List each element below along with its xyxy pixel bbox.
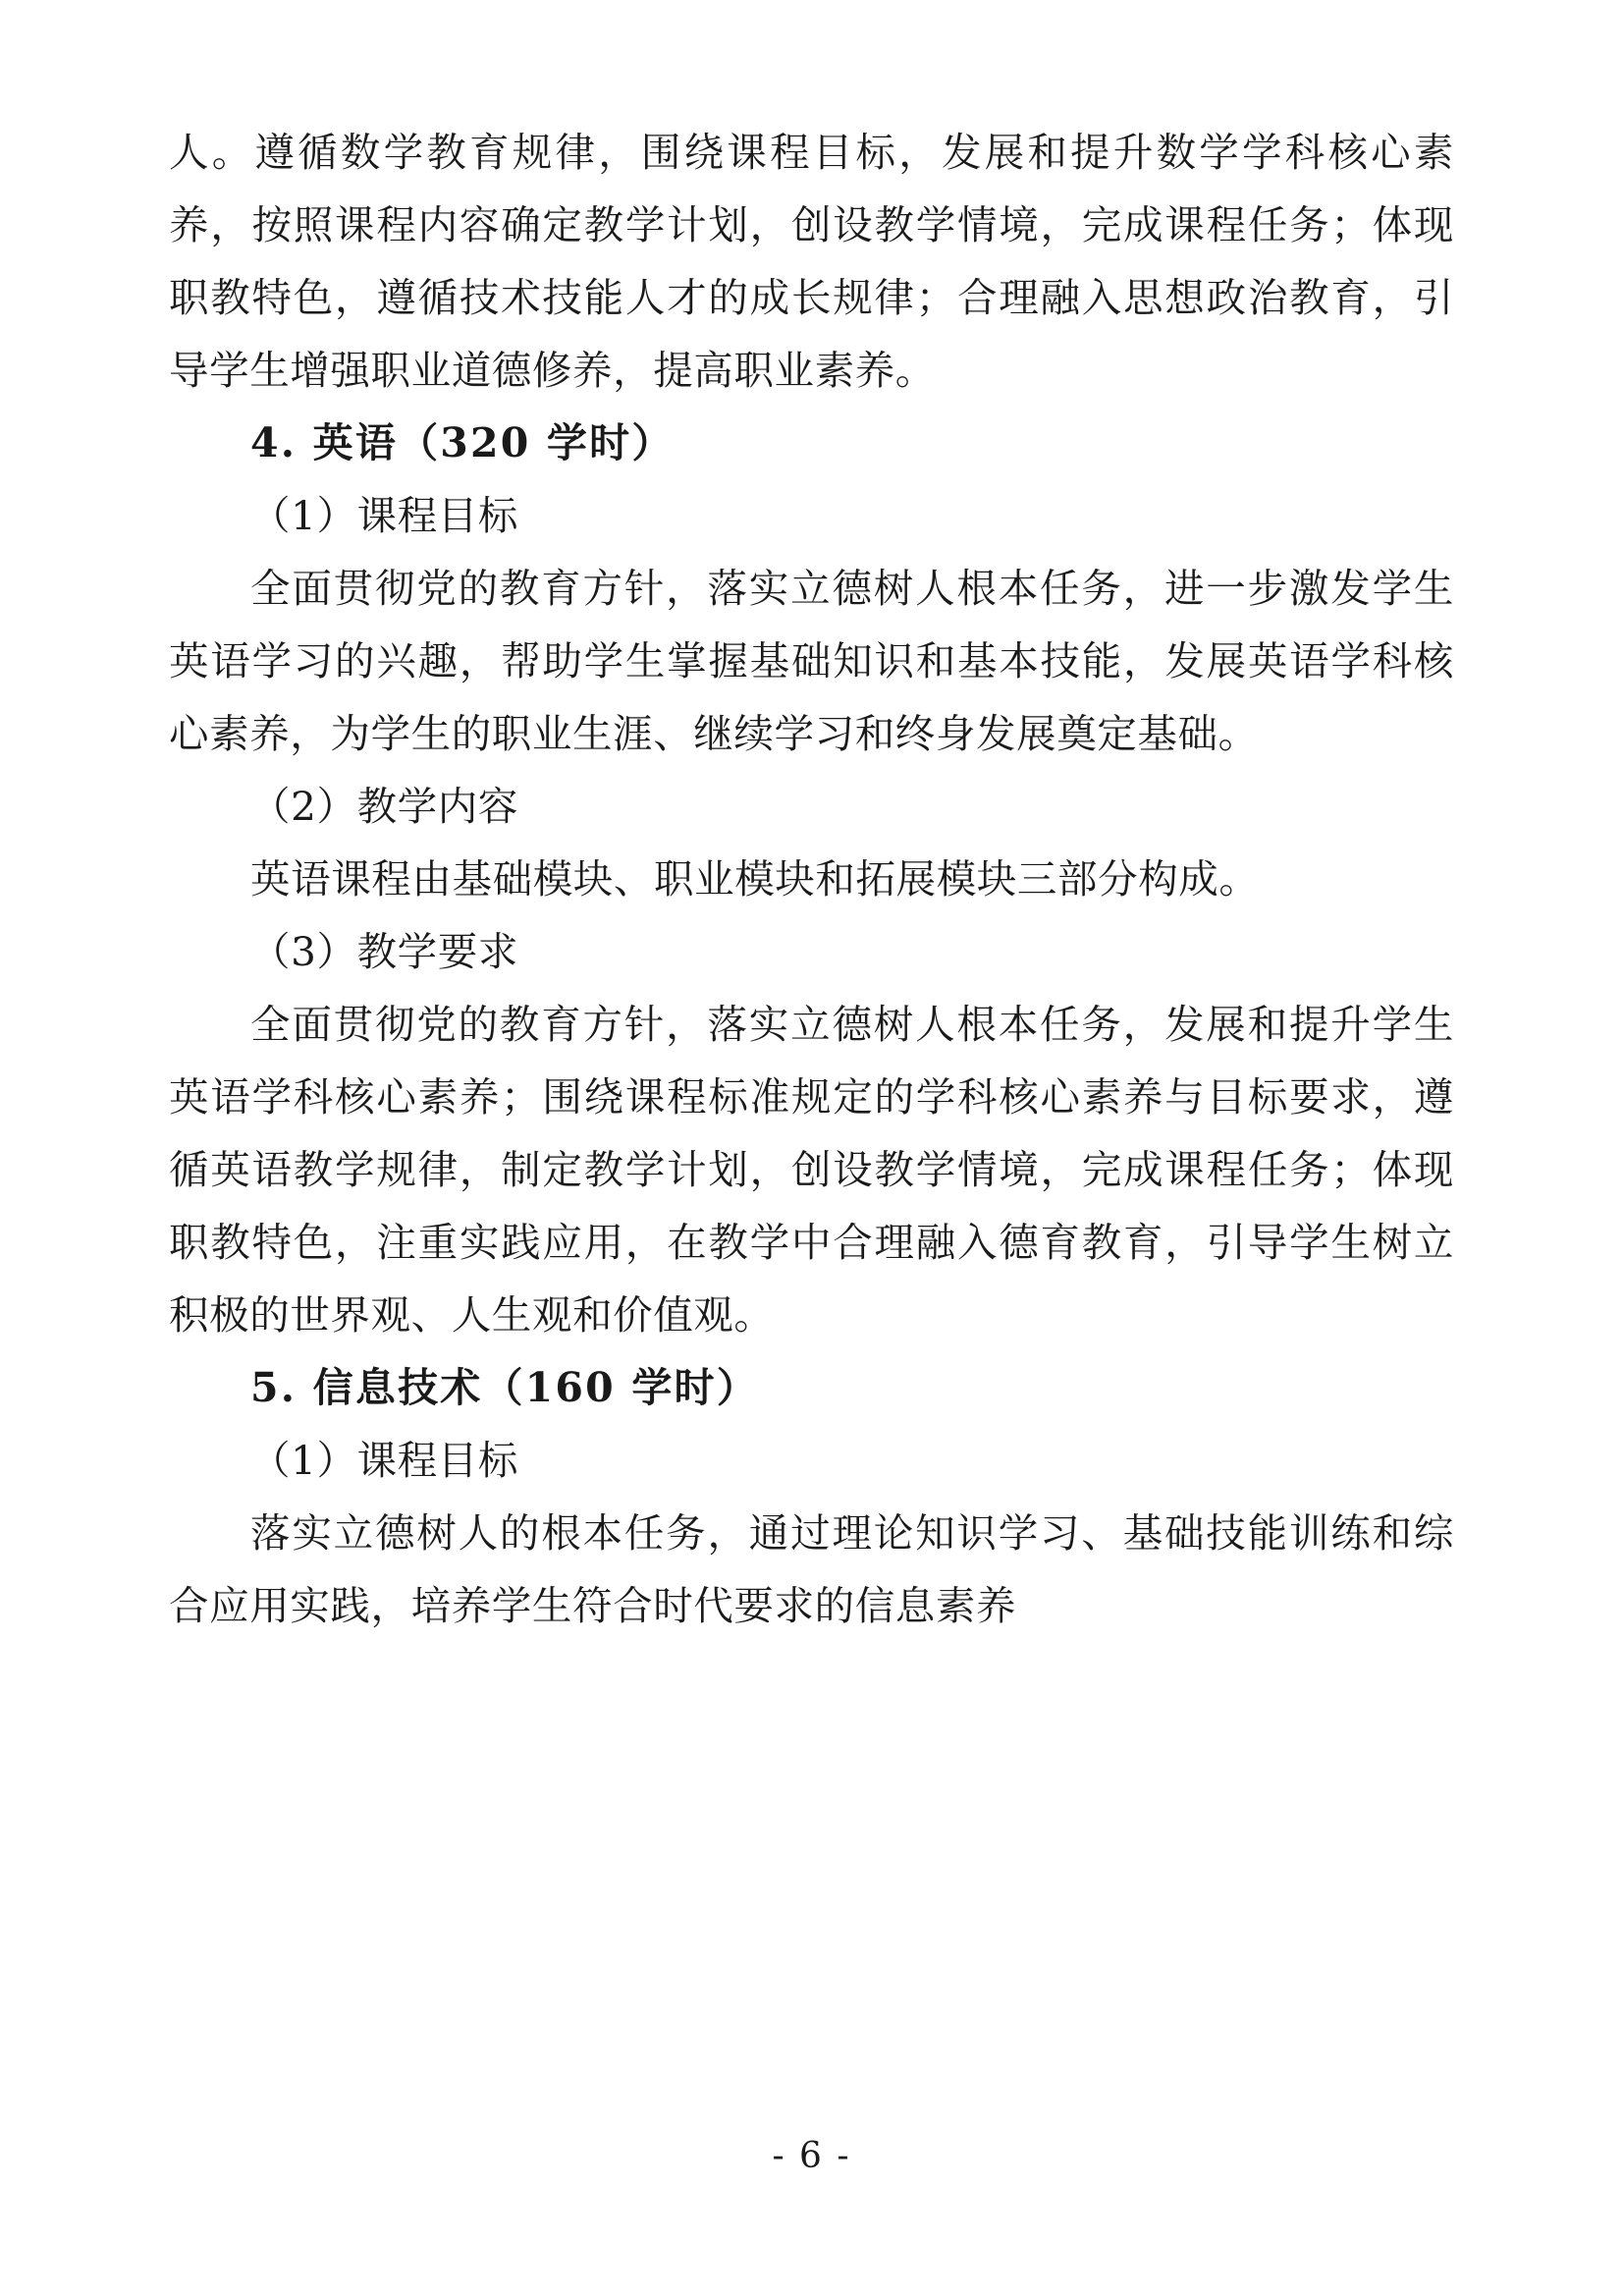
subheading-english-content: （2）教学内容 bbox=[250, 783, 518, 830]
section-heading-english: 4. 英语（320 学时） bbox=[250, 419, 675, 466]
paragraph-continued: 人。遵循数学教育规律，围绕课程目标，发展和提升数学学科核心素养，按照课程内容确定教学计划，创设教学情境，完成课程任务；体现职教特色，遵循技术技能人才的成长规律；合理融入思想政治教育，引导学生增强职业道德修养，提高职业素养。 bbox=[169, 129, 1454, 394]
paragraph-english-objectives: 全面贯彻党的教育方针，落实立德树人根本任务，进一步激发学生英语学习的兴趣，帮助学生掌握基础知识和基本技能，发展英语学科核心素养，为学生的职业生涯、继续学习和终身发展奠定基础。 bbox=[169, 565, 1454, 757]
section-heading-information-technology: 5. 信息技术（160 学时） bbox=[250, 1364, 759, 1411]
page-body bbox=[169, 116, 1454, 1642]
paragraph-it-objectives: 落实立德树人的根本任务，通过理论知识学习、基础技能训练和综合应用实践，培养学生符合时代要求的信息素养 bbox=[169, 1509, 1454, 1629]
paragraph-english-requirements: 全面贯彻党的教育方针，落实立德树人根本任务，发展和提升学生英语学科核心素养；围绕课程标准规定的学科核心素养与目标要求，遵循英语教学规律，制定教学计划，创设教学情境，完成课程任务；体现职教特色，注重实践应用，在教学中合理融入德育教育，引导学生树立积极的世界观、人生观和价值观。 bbox=[169, 1001, 1454, 1339]
page-number: - 6 - bbox=[772, 2136, 851, 2176]
subheading-english-objectives: （1）课程目标 bbox=[250, 492, 518, 539]
subheading-english-requirements: （3）教学要求 bbox=[250, 928, 518, 975]
paragraph-english-content: 英语课程由基础模块、职业模块和拓展模块三部分构成。 bbox=[250, 855, 1260, 902]
subheading-it-objectives: （1）课程目标 bbox=[250, 1437, 518, 1484]
